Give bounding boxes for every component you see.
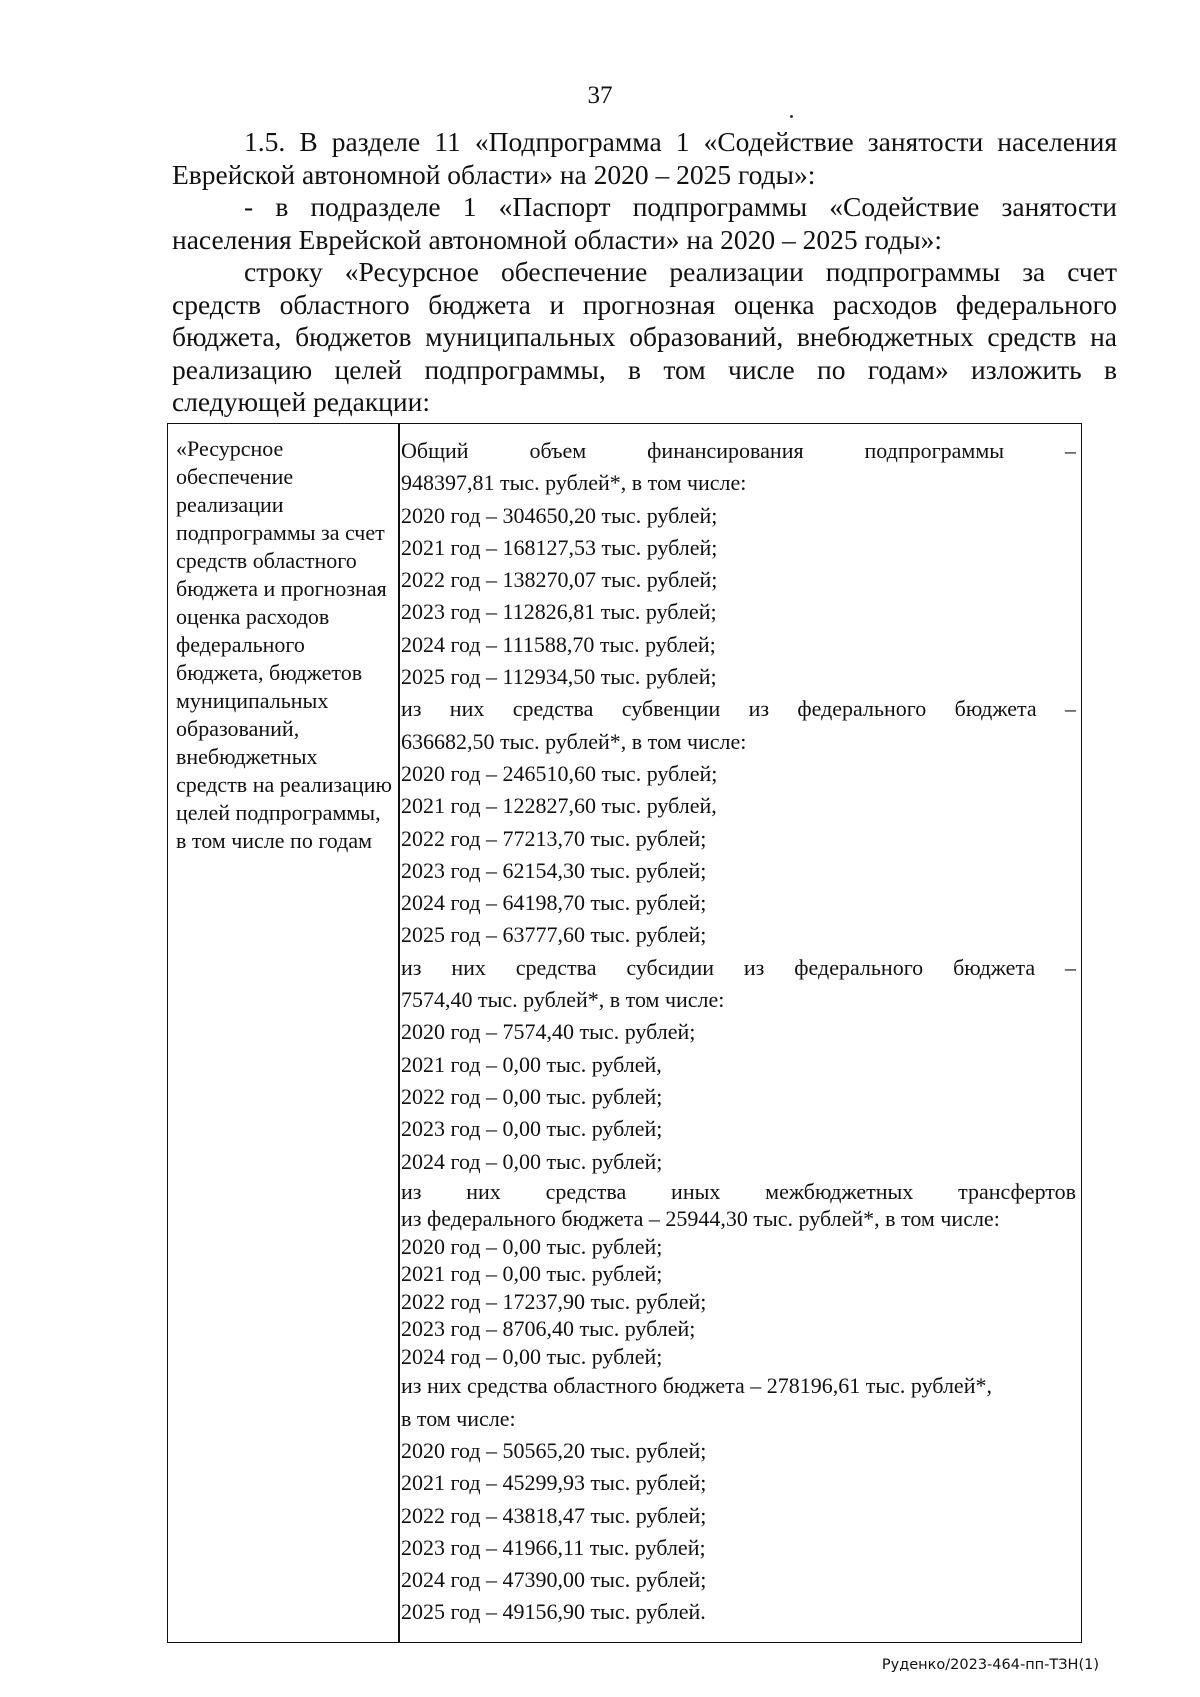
table-line: Общий объем финансирования подпрограммы – <box>401 438 1076 463</box>
table-line: 2022 год – 17237,90 тыс. рублей; <box>401 1288 707 1314</box>
table-right-cell <box>401 435 1076 1629</box>
table-line: 2021 год – 0,00 тыс. рублей; <box>401 1261 663 1287</box>
table-line: 2024 год – 0,00 тыс. рублей; <box>401 1148 663 1174</box>
document-code: Руденко/2023-464-пп-ТЗН(1) <box>881 1657 1099 1673</box>
table-line: 2025 год – 112934,50 тыс. рублей; <box>401 664 717 690</box>
table-line: 2022 год – 43818,47 тыс. рублей; <box>401 1502 707 1528</box>
table-left-cell: «Ресурсное обеспечение реализации подпрограммы за счет средств областного бюджета и прогнозная оценка расходов федерального бюджета, бюджетов муниципальных образований, внебюджетных средств на реализацию целей подпрограммы, в том числе по годам <box>176 436 392 853</box>
table-line: 2020 год – 246510,60 тыс. рублей; <box>401 760 718 786</box>
intro-paragraph-1: 1.5. В разделе 11 «Подпрограмма 1 «Содействие занятости населения Еврейской автономной области» на 2020 – 2025 годы»: <box>172 126 1117 190</box>
table-line: 7574,40 тыс. рублей*, в том числе: <box>401 987 725 1013</box>
table-line: 636682,50 тыс. рублей*, в том числе: <box>401 728 747 754</box>
table-line: 2024 год – 47390,00 тыс. рублей; <box>401 1567 707 1593</box>
scan-speck <box>790 115 793 118</box>
table-line: 2020 год – 304650,20 тыс. рублей; <box>401 502 718 528</box>
table-line: 2024 год – 64198,70 тыс. рублей; <box>401 890 707 916</box>
table-line: 2025 год – 49156,90 тыс. рублей. <box>401 1599 706 1625</box>
page-number: 37 <box>587 82 613 109</box>
table-line: 2023 год – 112826,81 тыс. рублей; <box>401 599 717 625</box>
table-line: из них средства областного бюджета – 278196,61 тыс. рублей*, <box>401 1373 992 1399</box>
table-line: 2020 год – 50565,20 тыс. рублей; <box>401 1437 707 1463</box>
intro-paragraph-3: строку «Ресурсное обеспечение реализации подпрограммы за счет средств областного бюджета и прогнозная оценка расходов федерального бюджета, бюджетов муниципальных образований, внебюджетных средств на реализацию целей подпрограммы, в том числе по годам» изложить в следующей редакции: <box>172 256 1117 417</box>
table-line: 2022 год – 77213,70 тыс. рублей; <box>401 825 707 851</box>
table-line: из них средства субсидии из федерального бюджета – <box>401 954 1076 980</box>
resources-table <box>167 423 1082 1643</box>
table-line: 2022 год – 138270,07 тыс. рублей; <box>401 567 718 593</box>
intro-paragraph-2: - в подразделе 1 «Паспорт подпрограммы «Содействие занятости населения Еврейской автономной области» на 2020 – 2025 годы»: <box>172 191 1117 255</box>
table-line: 2023 год – 41966,11 тыс. рублей; <box>401 1534 706 1560</box>
table-line: 2020 год – 0,00 тыс. рублей; <box>401 1233 663 1259</box>
table-column-divider <box>398 424 400 1642</box>
table-line: 2022 год – 0,00 тыс. рублей; <box>401 1083 663 1109</box>
table-line: из федерального бюджета – 25944,30 тыс. рублей*, в том числе: <box>401 1206 1000 1232</box>
table-line: 2024 год – 111588,70 тыс. рублей; <box>401 631 716 657</box>
table-line: 2025 год – 63777,60 тыс. рублей; <box>401 922 707 948</box>
table-line: 2021 год – 0,00 тыс. рублей, <box>401 1051 662 1077</box>
table-line: из них средства субвенции из федерального бюджета – <box>401 696 1076 722</box>
table-line: 2023 год – 8706,40 тыс. рублей; <box>401 1316 696 1342</box>
table-line: из них средства иных межбюджетных трансфертов <box>401 1178 1076 1204</box>
table-line: в том числе: <box>401 1405 516 1431</box>
table-line: 2023 год – 0,00 тыс. рублей; <box>401 1116 663 1142</box>
table-line: 2021 год – 122827,60 тыс. рублей, <box>401 793 717 819</box>
table-line: 2021 год – 45299,93 тыс. рублей; <box>401 1470 707 1496</box>
table-line: 2023 год – 62154,30 тыс. рублей; <box>401 857 707 883</box>
intro-text <box>172 126 1117 419</box>
table-line: 2024 год – 0,00 тыс. рублей; <box>401 1343 663 1369</box>
table-line: 2021 год – 168127,53 тыс. рублей; <box>401 534 718 560</box>
table-line: 948397,81 тыс. рублей*, в том числе: <box>401 470 747 496</box>
table-line: 2020 год – 7574,40 тыс. рублей; <box>401 1019 696 1045</box>
